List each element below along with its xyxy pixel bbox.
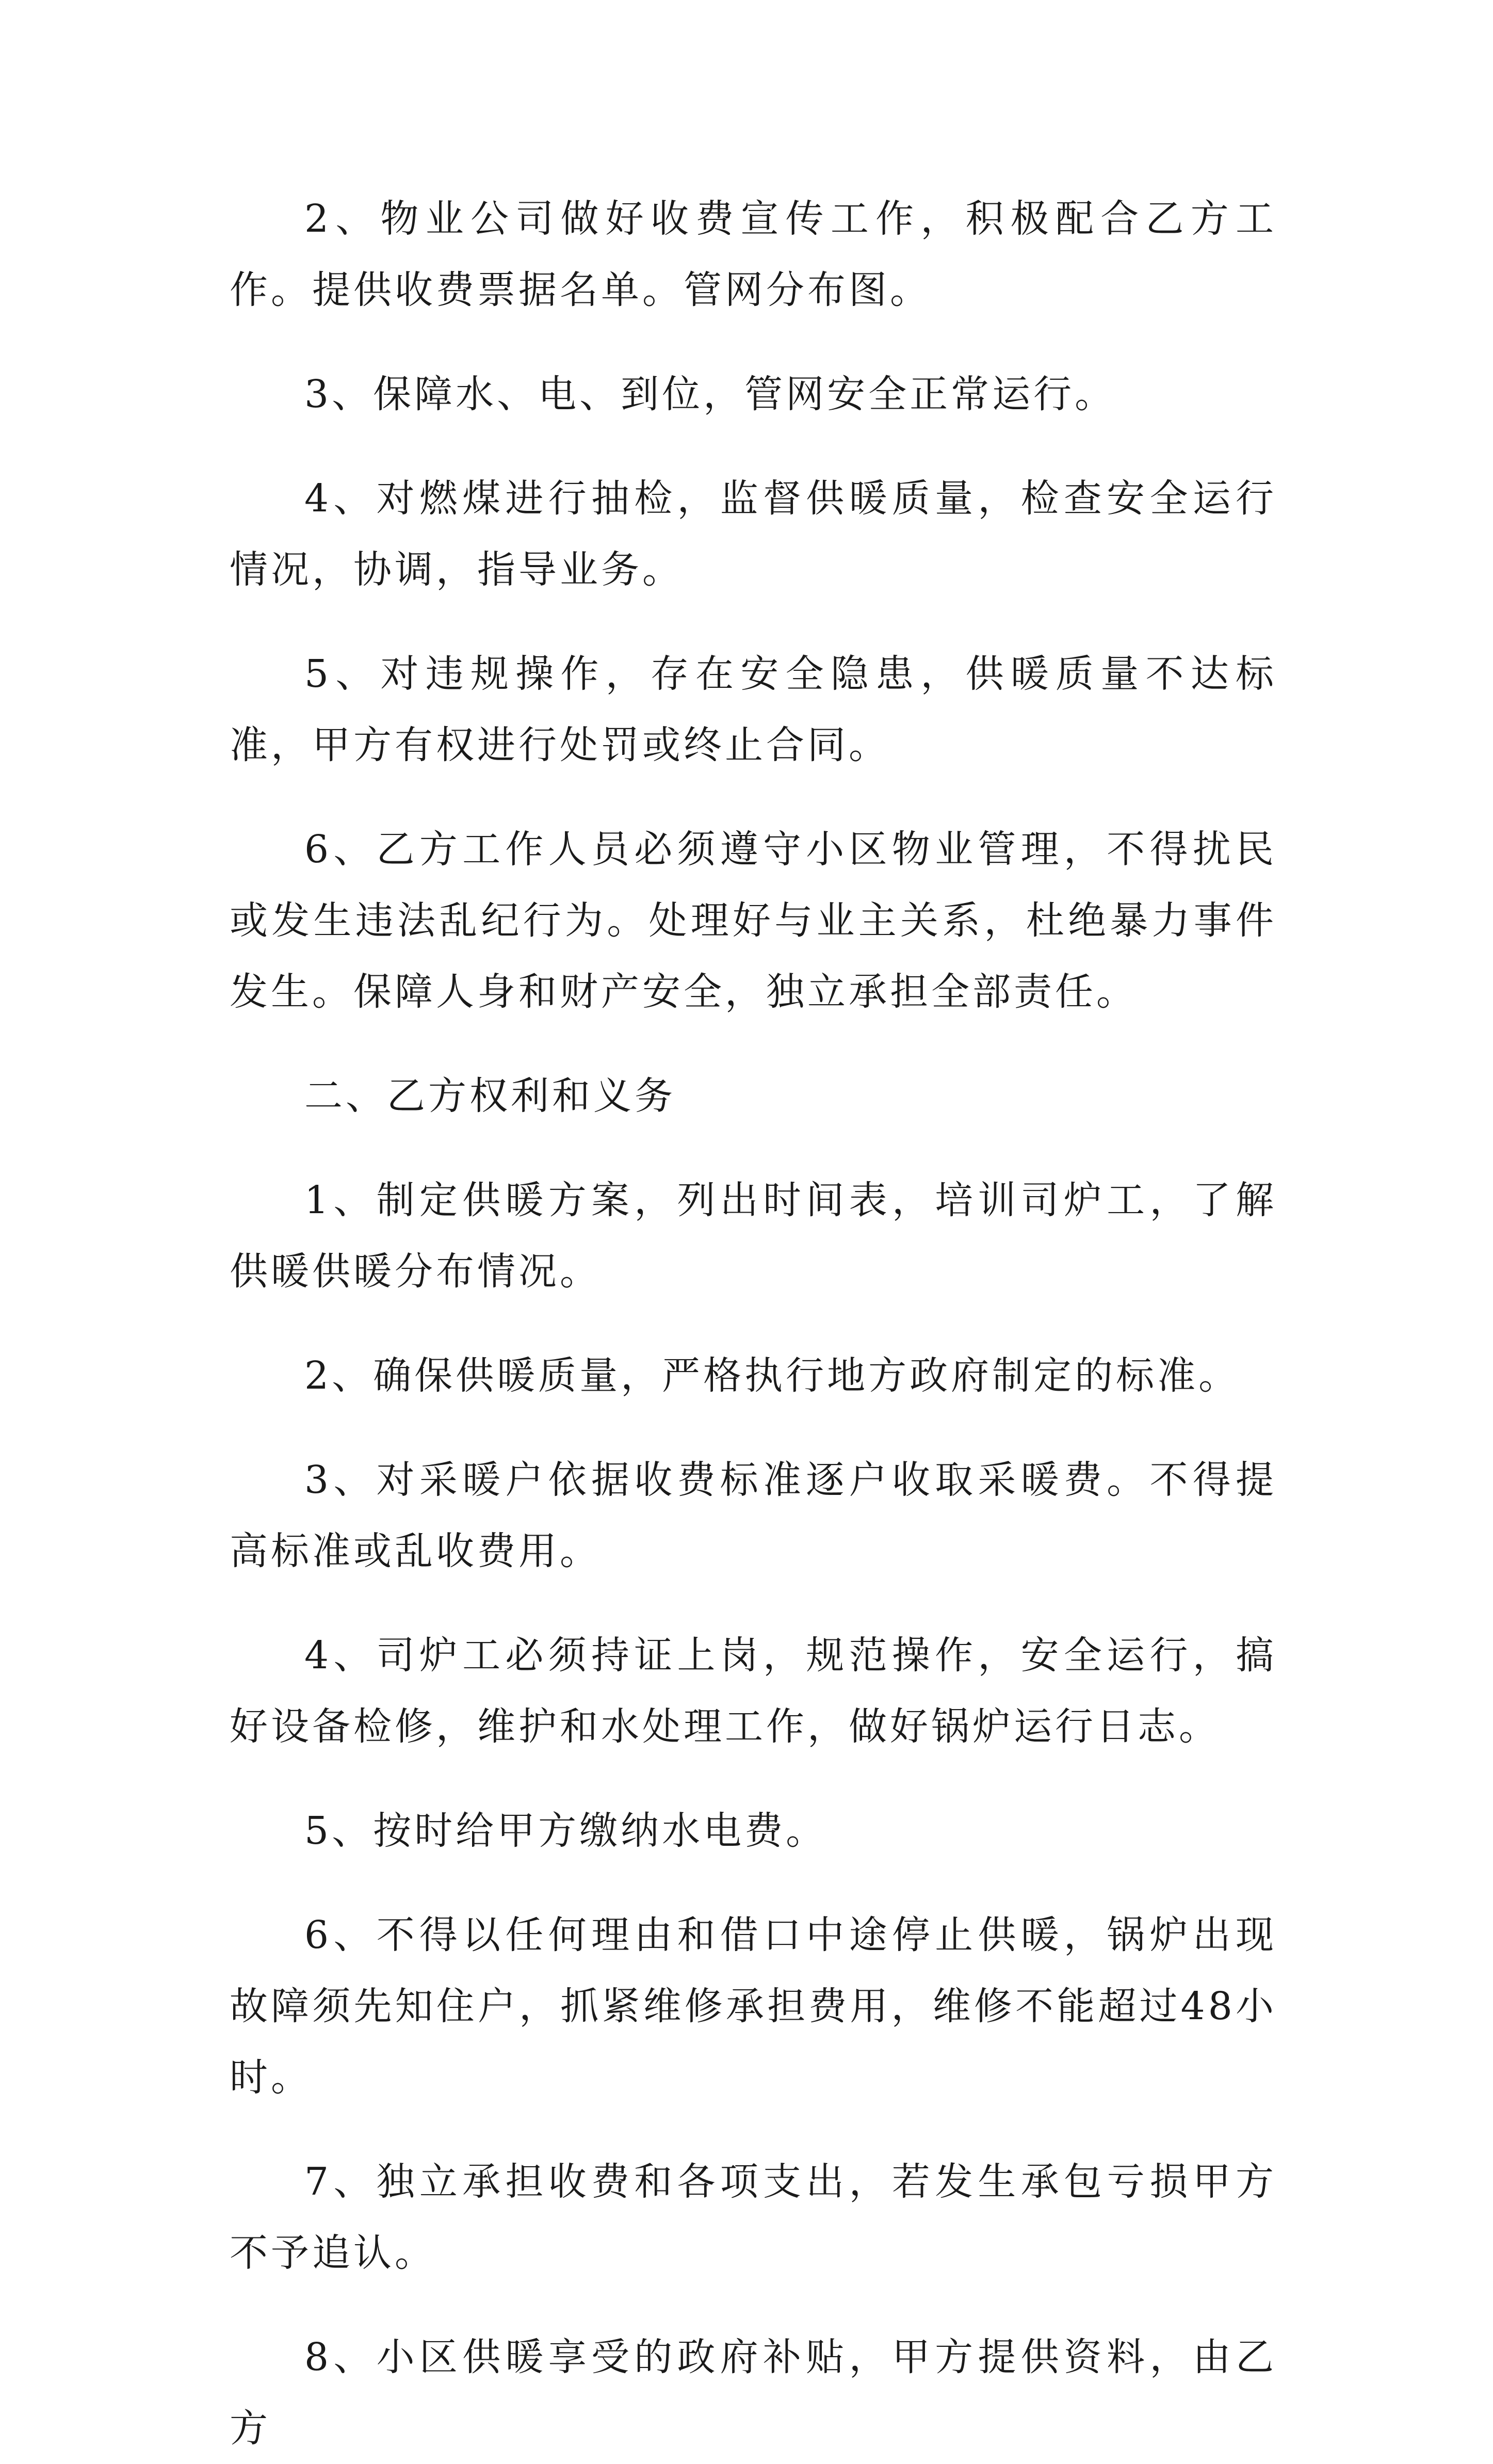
paragraph-party-b-item-2: 2、确保供暖质量，严格执行地方政府制定的标准。 [304,1354,1240,1398]
paragraph-party-a-item-6: 6、乙方工作人员必须遵守小区物业管理，不得扰民或发生违法乱纪行为。处理好与业主关系，杜绝暴力事件发生。保障人身和财产安全，独立承担全部责任。 [230,827,1277,1014]
paragraph-party-a-item-4: 4、对燃煤进行抽检，监督供暖质量，检查安全运行情况，协调，指导业务。 [230,476,1277,592]
paragraph-party-b-item-7: 7、独立承担收费和各项支出，若发生承包亏损甲方不予追认。 [230,2160,1277,2275]
paragraph-party-b-item-1: 1、制定供暖方案，列出时间表，培训司炉工，了解供暖供暖分布情况。 [230,1178,1277,1294]
section-heading-party-b: 二、乙方权利和义务 [304,1074,676,1118]
paragraph-party-b-item-5: 5、按时给甲方缴纳水电费。 [304,1809,827,1853]
paragraph-party-a-item-3: 3、保障水、电、到位，管网安全正常运行。 [304,372,1116,416]
paragraph-party-b-item-8: 8、小区供暖享受的政府补贴，甲方提供资料，由乙方 [230,2335,1277,2451]
paragraph-party-a-item-5: 5、对违规操作，存在安全隐患，供暖质量不达标准，甲方有权进行处罚或终止合同。 [230,652,1277,767]
paragraph-party-b-item-4: 4、司炉工必须持证上岗，规范操作，安全运行，搞好设备检修，维护和水处理工作，做好锅炉运行日志。 [230,1633,1277,1749]
paragraph-party-b-item-6: 6、不得以任何理由和借口中途停止供暖，锅炉出现故障须先知住户，抓紧维修承担费用，维修不能超过48小时。 [230,1913,1277,2100]
paragraph-party-a-item-2: 2、物业公司做好收费宣传工作，积极配合乙方工作。提供收费票据名单。管网分布图。 [230,197,1277,312]
document-body [230,183,1277,2464]
paragraph-party-b-item-3: 3、对采暖户依据收费标准逐户收取采暖费。不得提高标准或乱收费用。 [230,1458,1277,1573]
